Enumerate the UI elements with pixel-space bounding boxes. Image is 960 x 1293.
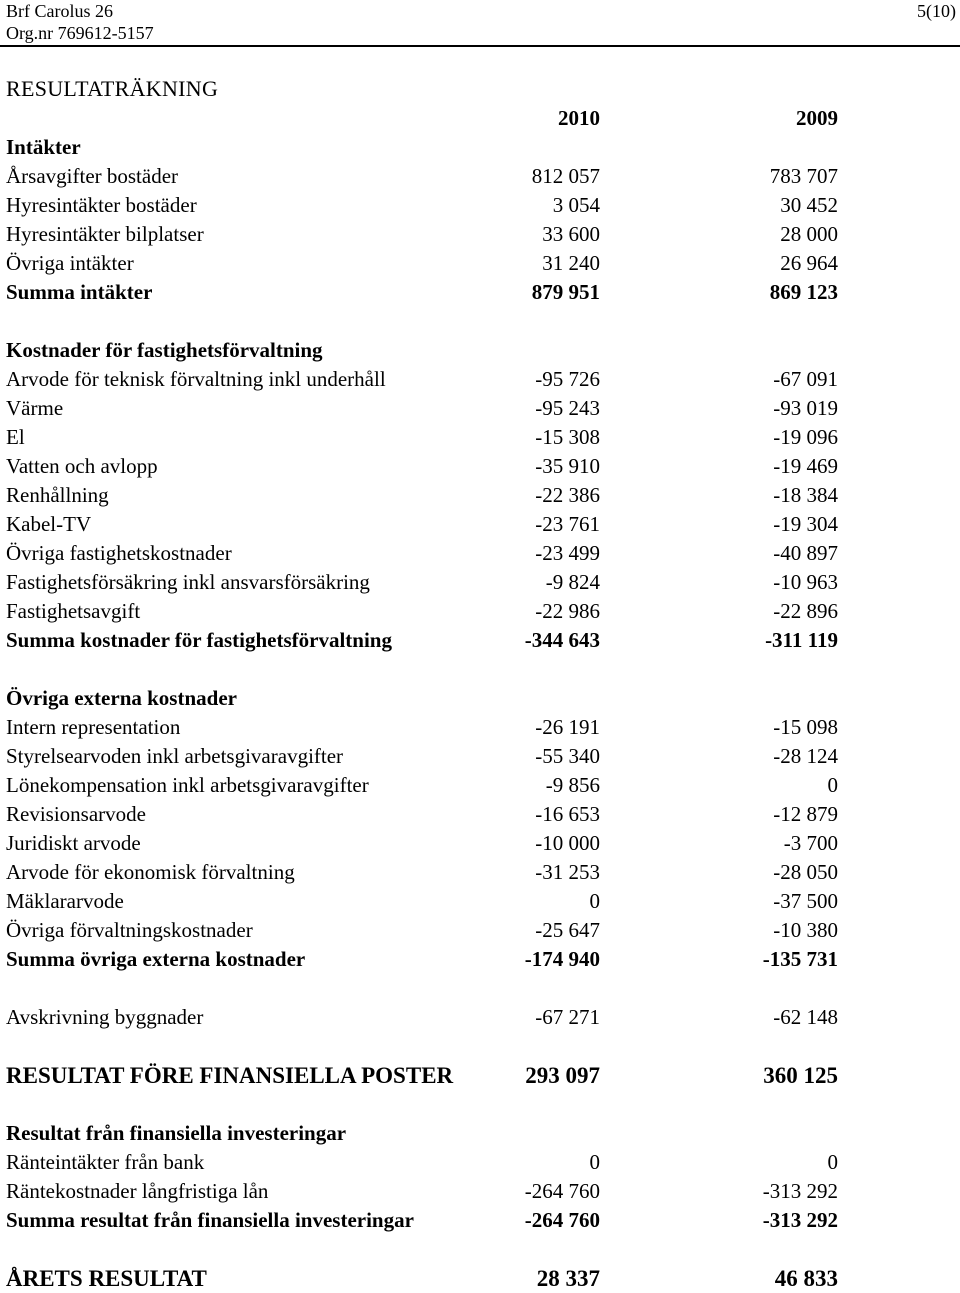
statement-row <box>0 1148 960 1177</box>
value-2009: -28 124 <box>773 744 838 768</box>
value-2009: -135 731 <box>762 947 838 971</box>
value-2009: -15 098 <box>773 715 838 739</box>
statement-row <box>0 510 960 539</box>
row-label: Värme <box>6 396 64 420</box>
value-2010: -10 000 <box>535 831 600 855</box>
value-2010: -67 271 <box>535 1005 600 1029</box>
statement-row <box>0 684 960 713</box>
value-2010: -95 243 <box>535 396 600 420</box>
value-2010: -264 760 <box>524 1208 600 1232</box>
row-label: Kabel-TV <box>6 512 92 536</box>
value-2010: 0 <box>589 889 600 913</box>
value-2009: -62 148 <box>773 1005 838 1029</box>
org-name: Brf Carolus 26 <box>6 1 113 21</box>
statement-row <box>0 481 960 510</box>
statement-row <box>0 452 960 481</box>
value-2010: 812 057 <box>531 164 600 188</box>
year-column-2: 2009 <box>796 106 838 130</box>
spacer-row <box>0 1032 960 1061</box>
row-label: Summa övriga externa kostnader <box>6 947 306 971</box>
value-2010: 879 951 <box>531 280 600 304</box>
statement-row <box>0 162 960 191</box>
value-2009: -313 292 <box>762 1208 838 1232</box>
spacer-row <box>0 974 960 1003</box>
value-2009: -3 700 <box>783 831 838 855</box>
row-label: Övriga intäkter <box>6 251 134 275</box>
value-2010: -23 761 <box>535 512 600 536</box>
row-label: Fastighetsavgift <box>6 599 141 623</box>
value-2010: -26 191 <box>535 715 600 739</box>
row-label: Avskrivning byggnader <box>6 1005 204 1029</box>
value-2010: -22 386 <box>535 483 600 507</box>
statement-row <box>0 568 960 597</box>
statement-row <box>0 945 960 974</box>
statement-row <box>0 278 960 307</box>
value-2009: 26 964 <box>780 251 838 275</box>
row-label: Intern representation <box>6 715 181 739</box>
value-2010: 31 240 <box>542 251 600 275</box>
row-label: Hyresintäkter bostäder <box>6 193 197 217</box>
row-label: Övriga förvaltningskostnader <box>6 918 253 942</box>
value-2009: 0 <box>827 773 838 797</box>
row-label: RESULTAT FÖRE FINANSIELLA POSTER <box>6 1063 454 1088</box>
statement-row <box>0 1061 960 1090</box>
row-label: Räntekostnader långfristiga lån <box>6 1179 269 1203</box>
row-label: Fastighetsförsäkring inkl ansvarsförsäkring <box>6 570 370 594</box>
value-2010: -55 340 <box>535 744 600 768</box>
value-2010: 293 097 <box>525 1063 600 1088</box>
row-label: Årsavgifter bostäder <box>6 164 179 188</box>
row-label: Ränteintäkter från bank <box>6 1150 205 1174</box>
spacer-row <box>0 1090 960 1119</box>
row-label: Kostnader för fastighetsförvaltning <box>6 338 323 362</box>
row-label: Styrelsearvoden inkl arbetsgivaravgifter <box>6 744 344 768</box>
value-2010: -25 647 <box>535 918 600 942</box>
value-2010: -174 940 <box>524 947 600 971</box>
value-2010: -16 653 <box>535 802 600 826</box>
statement-row <box>0 713 960 742</box>
value-2009: -37 500 <box>773 889 838 913</box>
value-2009: -40 897 <box>773 541 838 565</box>
spacer-row <box>0 655 960 684</box>
value-2010: -31 253 <box>535 860 600 884</box>
value-2010: 33 600 <box>542 222 600 246</box>
spacer-row <box>0 1235 960 1264</box>
page-title: RESULTATRÄKNING <box>6 76 219 101</box>
value-2009: -28 050 <box>773 860 838 884</box>
row-label: Revisionsarvode <box>6 802 146 826</box>
header-divider <box>0 45 960 47</box>
header-left <box>6 0 154 44</box>
value-2010: 3 054 <box>552 193 600 217</box>
row-label: Renhållning <box>6 483 109 507</box>
value-2009: 30 452 <box>780 193 838 217</box>
statement-row <box>0 191 960 220</box>
statement-row <box>0 336 960 365</box>
org-number: Org.nr 769612-5157 <box>6 23 154 43</box>
statement-row <box>0 220 960 249</box>
row-label: El <box>6 425 25 449</box>
value-2009: -19 469 <box>773 454 838 478</box>
year-column-1: 2010 <box>558 106 600 130</box>
statement-row <box>0 249 960 278</box>
row-label: Summa intäkter <box>6 280 153 304</box>
statement-row <box>0 800 960 829</box>
value-2010: -9 824 <box>545 570 600 594</box>
page-number: 5(10) <box>917 1 956 21</box>
value-2009: -311 119 <box>765 628 838 652</box>
row-label: Summa resultat från finansiella investeringar <box>6 1208 414 1232</box>
row-label: Hyresintäkter bilplatser <box>6 222 204 246</box>
value-2009: 0 <box>827 1150 838 1174</box>
value-2009: -10 963 <box>773 570 838 594</box>
value-2009: 869 123 <box>769 280 838 304</box>
value-2010: 28 337 <box>536 1266 600 1291</box>
statement-row <box>0 771 960 800</box>
statement-row <box>0 626 960 655</box>
value-2010: -22 986 <box>535 599 600 623</box>
income-statement <box>0 104 960 1293</box>
row-label: ÅRETS RESULTAT <box>6 1266 207 1291</box>
statement-row <box>0 394 960 423</box>
value-2010: -35 910 <box>535 454 600 478</box>
row-label: Resultat från finansiella investeringar <box>6 1121 347 1145</box>
value-2010: -9 856 <box>545 773 600 797</box>
row-label: Arvode för teknisk förvaltning inkl underhåll <box>6 367 386 391</box>
row-label: Vatten och avlopp <box>6 454 158 478</box>
row-label: Juridiskt arvode <box>6 831 141 855</box>
statement-row <box>0 539 960 568</box>
statement-row <box>0 1003 960 1032</box>
statement-row <box>0 1177 960 1206</box>
value-2010: -15 308 <box>535 425 600 449</box>
statement-row <box>0 829 960 858</box>
row-label: Lönekompensation inkl arbetsgivaravgifter <box>6 773 369 797</box>
statement-row <box>0 597 960 626</box>
value-2010: -344 643 <box>524 628 600 652</box>
statement-row <box>0 133 960 162</box>
statement-row <box>0 1264 960 1293</box>
value-2009: 360 125 <box>763 1063 838 1088</box>
value-2010: -23 499 <box>535 541 600 565</box>
value-2009: 46 833 <box>774 1266 838 1291</box>
statement-row <box>0 858 960 887</box>
value-2010: -264 760 <box>524 1179 600 1203</box>
value-2009: -22 896 <box>773 599 838 623</box>
row-label: Övriga externa kostnader <box>6 686 237 710</box>
value-2009: -19 096 <box>773 425 838 449</box>
statement-row <box>0 365 960 394</box>
statement-row <box>0 1119 960 1148</box>
statement-row <box>0 742 960 771</box>
value-2009: 28 000 <box>780 222 838 246</box>
value-2010: -95 726 <box>535 367 600 391</box>
row-label: Mäklararvode <box>6 889 124 913</box>
row-label: Intäkter <box>6 135 81 159</box>
value-2009: -18 384 <box>773 483 838 507</box>
value-2009: -19 304 <box>773 512 838 536</box>
value-2009: -10 380 <box>773 918 838 942</box>
row-label: Övriga fastighetskostnader <box>6 541 232 565</box>
spacer-row <box>0 307 960 336</box>
value-2010: 0 <box>589 1150 600 1174</box>
row-label: Arvode för ekonomisk förvaltning <box>6 860 295 884</box>
statement-row <box>0 887 960 916</box>
value-2009: 783 707 <box>769 164 838 188</box>
statement-rows <box>0 133 960 1293</box>
statement-row <box>0 423 960 452</box>
row-label: Summa kostnader för fastighetsförvaltning <box>6 628 392 652</box>
year-header-row <box>0 104 960 133</box>
value-2009: -93 019 <box>773 396 838 420</box>
value-2009: -67 091 <box>773 367 838 391</box>
value-2009: -313 292 <box>762 1179 838 1203</box>
value-2009: -12 879 <box>773 802 838 826</box>
statement-row <box>0 1206 960 1235</box>
statement-row <box>0 916 960 945</box>
